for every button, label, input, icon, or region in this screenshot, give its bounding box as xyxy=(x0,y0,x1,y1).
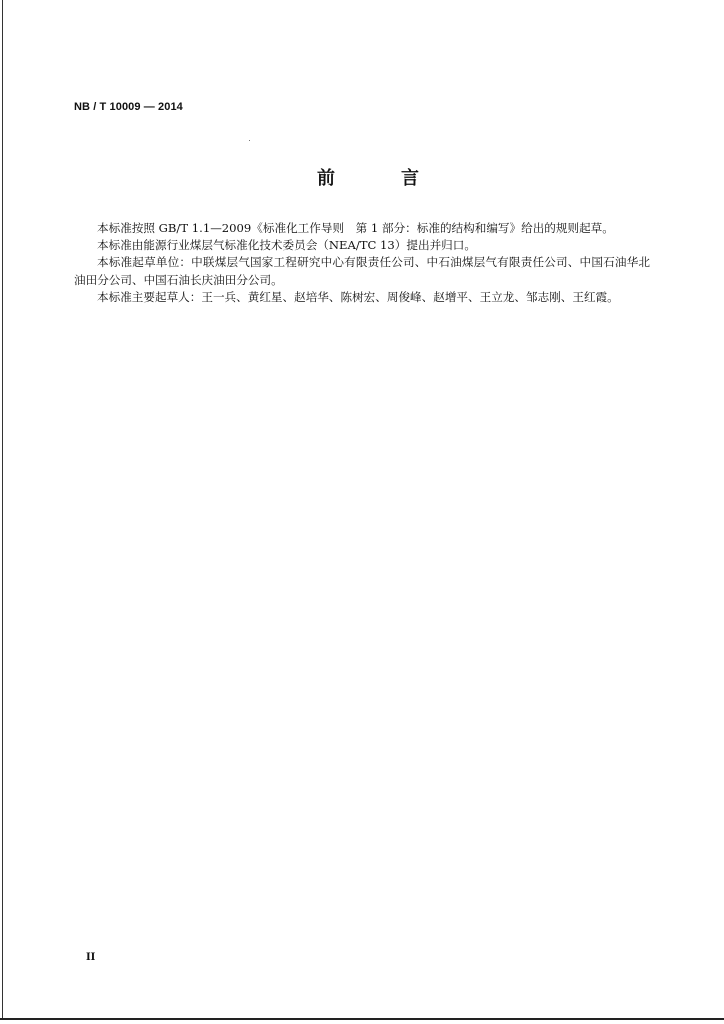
page-bottom-edge xyxy=(0,1018,724,1020)
paragraph-drafting-units: 本标准起草单位：中联煤层气国家工程研究中心有限责任公司、中石油煤层气有限责任公司、中国石油华北油田分公司、中国石油长庆油田分公司。 xyxy=(74,255,650,287)
scan-speck xyxy=(249,140,250,141)
page-number: II xyxy=(86,952,96,963)
page-title: 前 言 xyxy=(317,168,443,189)
standard-code-header: NB / T 10009 — 2014 xyxy=(74,101,183,113)
paragraph-drafting-rules: 本标准按照 GB/T 1.1—2009《标准化工作导则 第 1 部分：标准的结构和编写》给出的规则起草。 xyxy=(97,221,614,235)
paragraph-drafters: 本标准主要起草人：王一兵、黄红星、赵培华、陈树宏、周俊峰、赵增平、王立龙、邹志刚、王红霞。 xyxy=(97,289,619,304)
page-left-edge xyxy=(2,0,3,1018)
paragraph-proposer: 本标准由能源行业煤层气标准化技术委员会（NEA/TC 13）提出并归口。 xyxy=(97,238,476,253)
foreword-body xyxy=(74,220,650,306)
